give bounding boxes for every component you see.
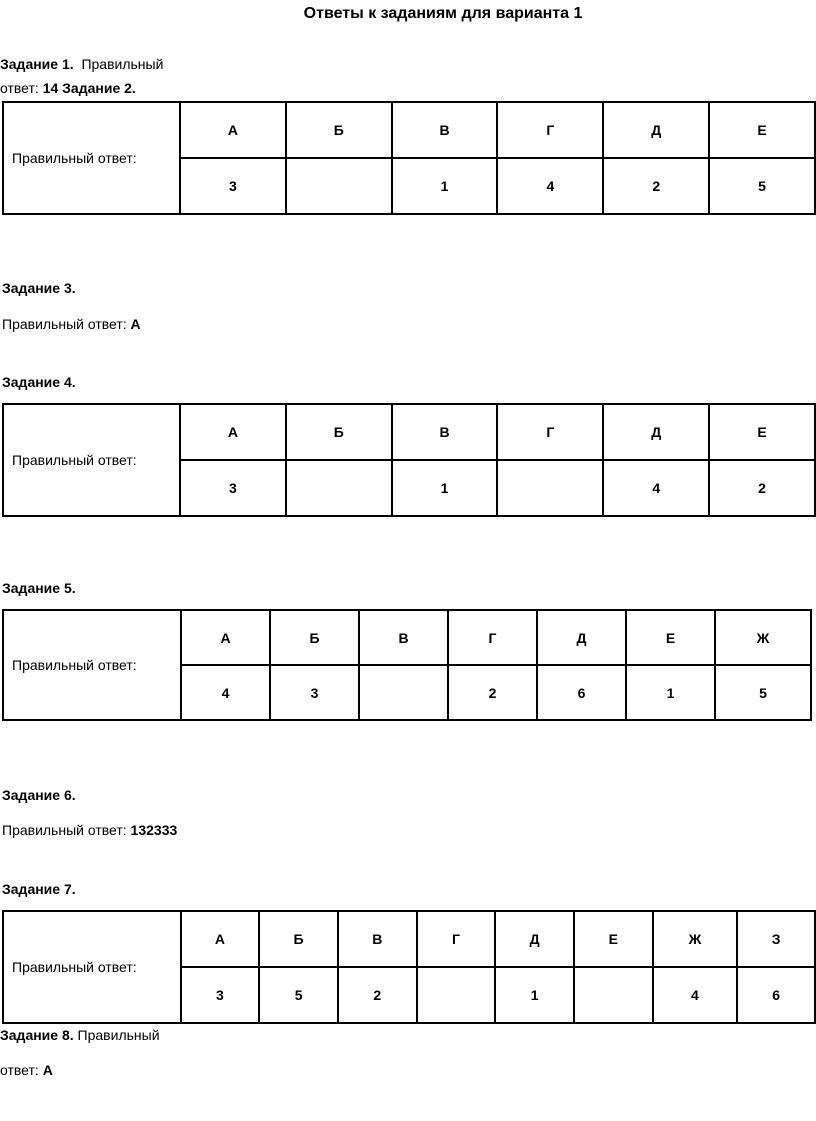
row-label: Правильный ответ: — [3, 911, 181, 1023]
value-cell: 1 — [392, 460, 498, 516]
task-1-line — [0, 56, 163, 72]
value-cell: 5 — [259, 967, 338, 1023]
header-cell: А — [181, 911, 260, 967]
header-cell: Ж — [653, 911, 738, 967]
task-7-table — [2, 910, 816, 1024]
header-cell: Г — [497, 404, 603, 460]
header-cell: Е — [574, 911, 653, 967]
task-4-table — [2, 403, 816, 517]
task-1-label: Задание 1. — [0, 56, 74, 72]
answer-prefix-part-1: Правильный — [77, 1027, 160, 1043]
value-cell: 3 — [270, 665, 359, 720]
value-cell — [286, 158, 392, 214]
row-label: Правильный ответ: — [3, 610, 181, 720]
header-cell: Д — [537, 610, 626, 665]
value-cell: 2 — [448, 665, 537, 720]
answer-prefix-part-2: ответ: — [0, 1062, 39, 1078]
task-6-label: Задание 6. — [2, 787, 76, 803]
row-label: Правильный ответ: — [3, 404, 180, 516]
header-cell: Г — [448, 610, 537, 665]
header-cell: Е — [626, 610, 715, 665]
task-4-label: Задание 4. — [2, 374, 76, 390]
value-cell: 4 — [181, 665, 270, 720]
task-5-table — [2, 609, 812, 721]
value-cell: 6 — [737, 967, 815, 1023]
task-8-label: Задание 8. — [0, 1027, 74, 1043]
task-2-label: Задание 2. — [62, 80, 136, 96]
task-8-answer-line — [0, 1062, 53, 1078]
header-cell: В — [392, 102, 498, 158]
value-cell: 4 — [603, 460, 709, 516]
value-cell: 1 — [392, 158, 498, 214]
value-cell: 6 — [537, 665, 626, 720]
value-cell: 1 — [495, 967, 574, 1023]
header-cell: Д — [495, 911, 574, 967]
task-2-table — [2, 101, 816, 215]
header-cell: А — [180, 404, 286, 460]
value-cell — [286, 460, 392, 516]
header-cell: А — [180, 102, 286, 158]
task-6-answer-line — [2, 822, 177, 838]
task-3-label: Задание 3. — [2, 280, 76, 296]
value-cell: 2 — [338, 967, 417, 1023]
header-cell: Г — [417, 911, 496, 967]
row-label: Правильный ответ: — [3, 102, 180, 214]
header-cell: В — [392, 404, 498, 460]
value-cell: 4 — [497, 158, 603, 214]
value-cell: 3 — [181, 967, 260, 1023]
answer-prefix: Правильный ответ: — [2, 822, 127, 838]
header-cell: Е — [709, 404, 815, 460]
value-cell: 3 — [180, 158, 286, 214]
value-cell: 5 — [709, 158, 815, 214]
value-cell: 4 — [653, 967, 738, 1023]
task-6-answer: 132333 — [130, 822, 178, 838]
header-cell: Ж — [715, 610, 811, 665]
header-cell: Г — [497, 102, 603, 158]
value-cell — [497, 460, 603, 516]
header-cell: Б — [270, 610, 359, 665]
value-cell — [417, 967, 496, 1023]
header-cell: А — [181, 610, 270, 665]
task-8-answer: А — [42, 1062, 53, 1078]
task-5-label: Задание 5. — [2, 580, 76, 596]
value-cell: 2 — [603, 158, 709, 214]
task-3-answer: А — [130, 316, 141, 332]
task-1-answer-line — [0, 80, 136, 96]
answer-prefix-part-1: Правильный — [81, 56, 164, 72]
value-cell: 1 — [626, 665, 715, 720]
header-cell: Б — [259, 911, 338, 967]
task-7-label: Задание 7. — [2, 881, 76, 897]
value-cell: 2 — [709, 460, 815, 516]
header-cell: Б — [286, 404, 392, 460]
answer-prefix-part-2: ответ: — [0, 80, 39, 96]
header-cell: Д — [603, 102, 709, 158]
value-cell: 5 — [715, 665, 811, 720]
page-title: Ответы к заданиям для варианта 1 — [303, 5, 583, 22]
header-cell: Е — [709, 102, 815, 158]
header-cell: Б — [286, 102, 392, 158]
task-3-answer-line — [2, 316, 141, 332]
header-cell: З — [737, 911, 815, 967]
header-cell: Д — [603, 404, 709, 460]
value-cell — [359, 665, 448, 720]
value-cell: 3 — [180, 460, 286, 516]
header-cell: В — [359, 610, 448, 665]
task-1-answer: 14 — [42, 80, 59, 96]
answer-prefix: Правильный ответ: — [2, 316, 127, 332]
value-cell — [574, 967, 653, 1023]
task-8-line — [0, 1027, 160, 1043]
header-cell: В — [338, 911, 417, 967]
